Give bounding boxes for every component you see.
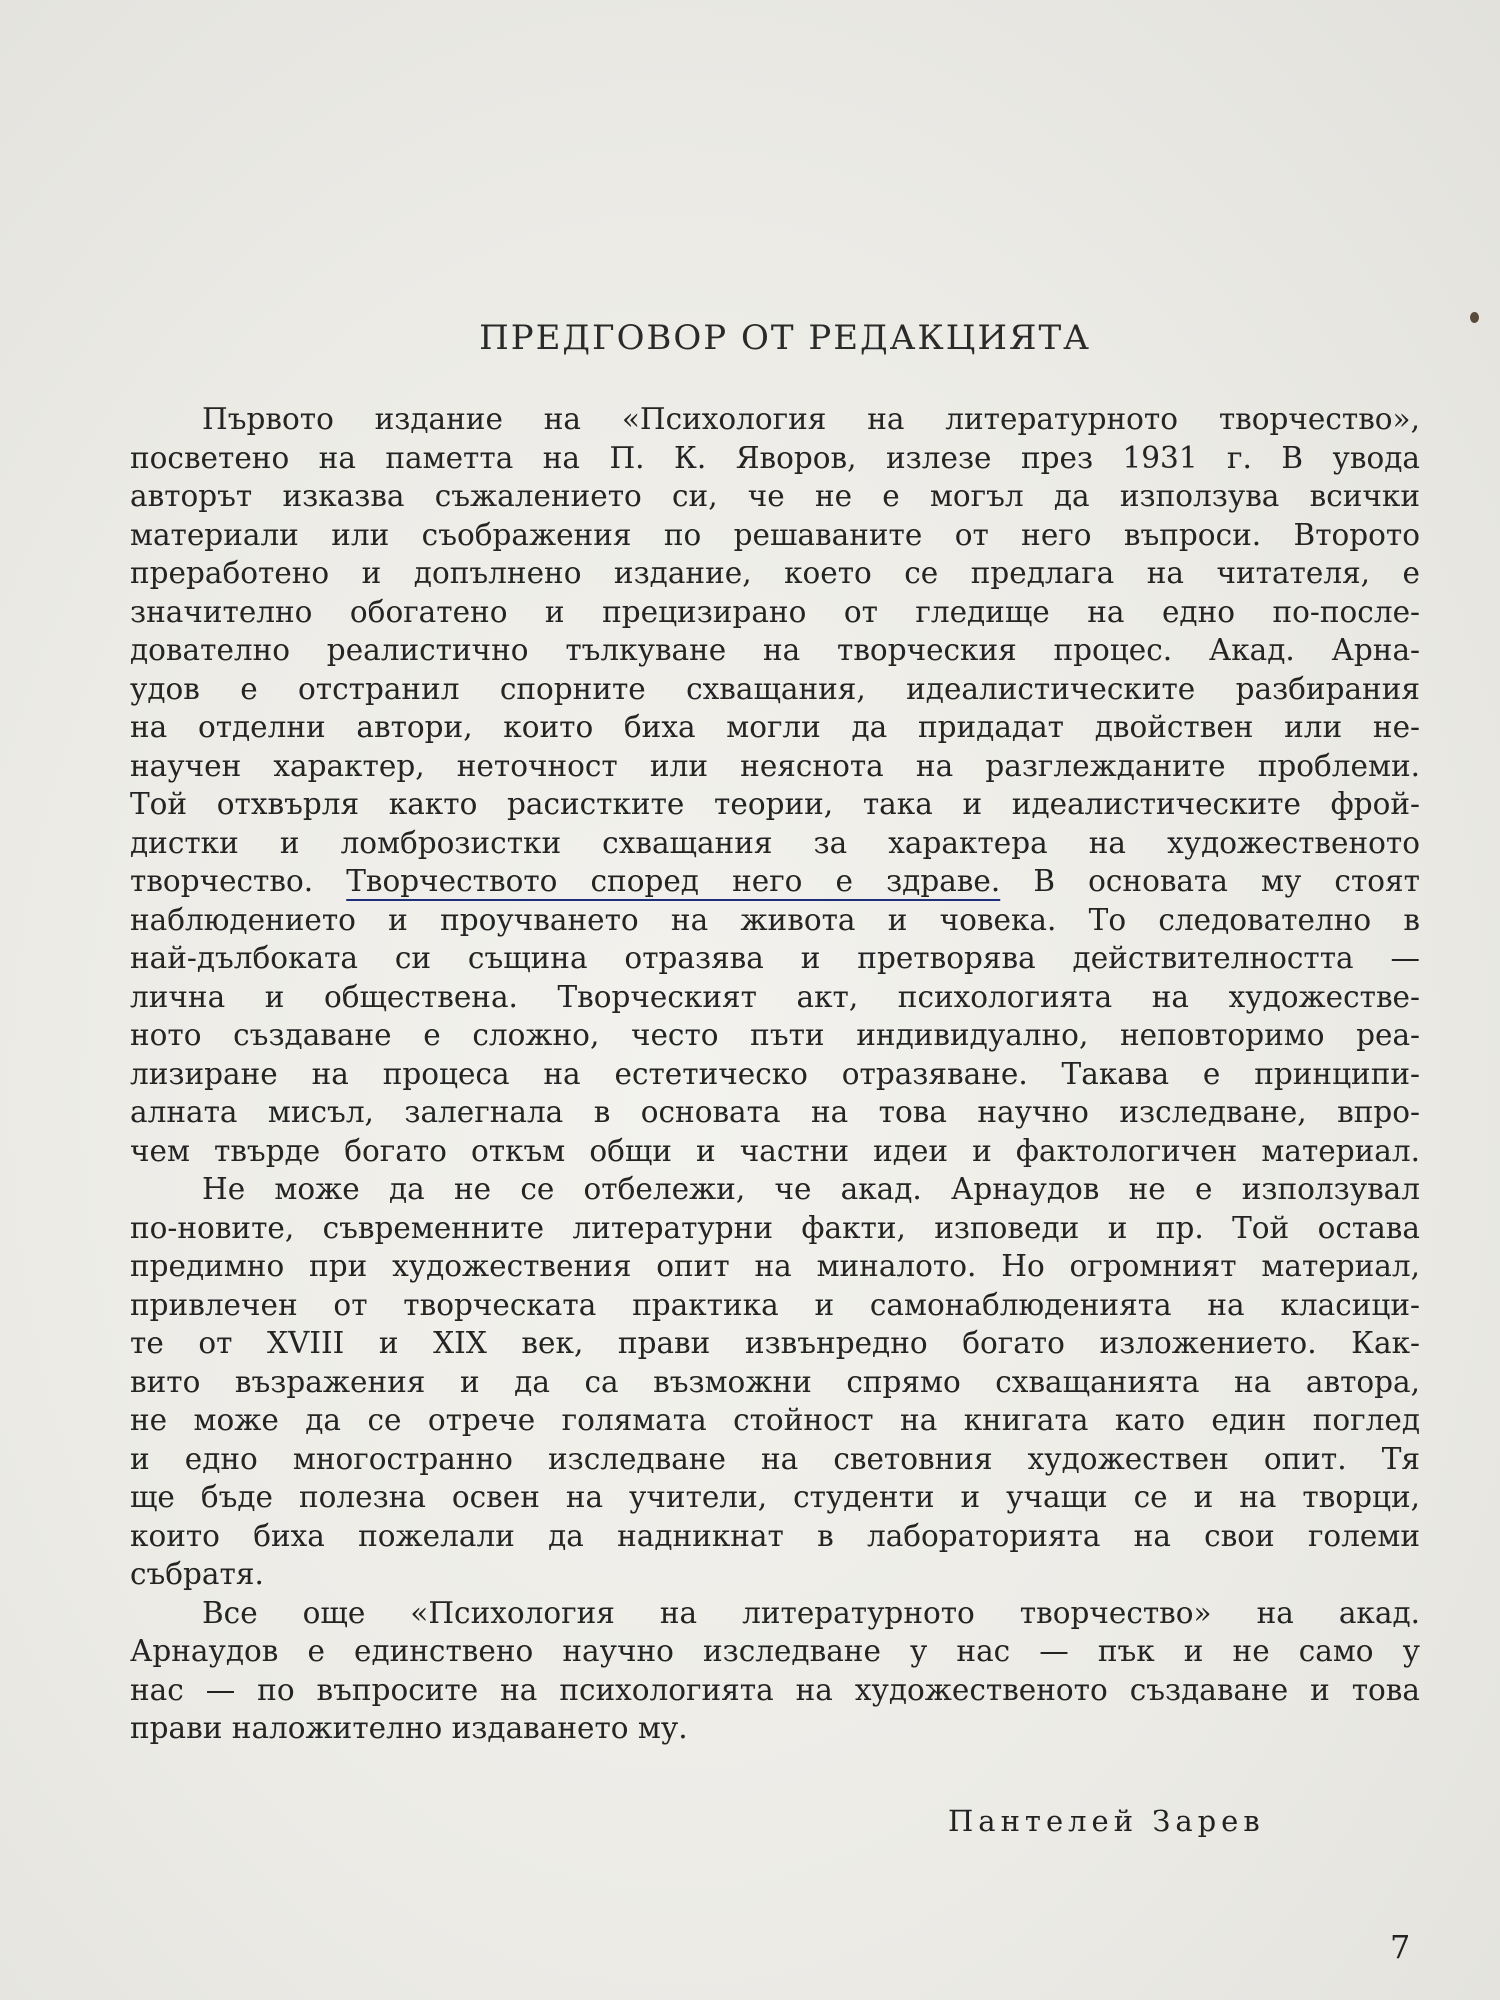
text-line: най-дълбоката си същина отразява и претворява действителността — [130, 941, 1420, 975]
page-number: 7 [1390, 1928, 1411, 1966]
text-line: алната мисъл, залегнала в основата на това научно изследване, впро- [130, 1095, 1420, 1129]
text-segment: В основата му стоят [1033, 864, 1420, 898]
page-title: ПРЕДГОВОР ОТ РЕДАКЦИЯТА [479, 318, 1091, 358]
text-line: преработено и допълнено издание, което се предлага на читателя, е [130, 556, 1420, 590]
text-line: дистки и ломброзистки схващания за характера на художественото [130, 825, 1420, 860]
text-line: чем твърде богато откъм общи и частни идеи и фактологичен материал. [130, 1133, 1420, 1168]
text-line: прави наложително издаването му. [130, 1711, 688, 1745]
text-line: и едно многостранно изследване на световния художествен опит. Тя [130, 1441, 1420, 1476]
text-line: Не може да не се отбележи, че акад. Арнаудов не е използувал [202, 1172, 1420, 1206]
text-line: на отделни автори, които биха могли да придадат двойствен или не- [130, 710, 1420, 744]
text-line: лизиране на процеса на естетическо отразяване. Такава е принципи- [130, 1056, 1420, 1091]
text-line: те от XVIII и XIX век, прави извънредно богато изложението. Как- [130, 1326, 1420, 1360]
text-line: вито възражения и да са възможни спрямо схващанията на автора, [130, 1364, 1420, 1399]
text-line: Все още «Психология на литературното творчество» на акад. [202, 1595, 1420, 1630]
text-line: значително обогатено и прецизирано от гледище на едно по-послe- [130, 594, 1420, 629]
text-line: нас — по въпросите на психологията на художественото създаване и това [130, 1672, 1420, 1707]
text-line: лична и обществена. Творческият акт, психологията на художестве- [130, 979, 1420, 1014]
text-line: наблюдението и проучването на живота и човека. То следователно в [130, 902, 1420, 937]
author-signature: Пантелей Зарев [948, 1804, 1265, 1838]
text-line: предимно при художествения опит на миналото. Но огромният материал, [130, 1249, 1420, 1283]
text-line: Първото издание на «Психология на литературното творчество», [202, 402, 1420, 436]
text-line: които биха пожелали да надникнат в лабораторията на свои големи [130, 1518, 1420, 1553]
text-line: не може да се отрече голямата стойност на книгата като един поглед [130, 1403, 1420, 1437]
text-line: привлечен от творческата практика и самонаблюденията на класици- [130, 1287, 1420, 1322]
text-line: събратя. [130, 1557, 264, 1591]
text-line: посветено на паметта на П. К. Яворов, излезе през 1931 г. В увода [130, 440, 1420, 475]
text-line: ще бъде полезна освен на учители, студенти и учащи се и на творци, [130, 1480, 1420, 1514]
text-line: Арнаудов е единствено научно изследване у нас — пък и не само у [130, 1634, 1420, 1668]
text-line: материали или съображения по решаваните от него въпроси. Второто [130, 517, 1420, 552]
text-line: дователно реалистично тълкуване на творческия процес. Акад. Арна- [130, 633, 1420, 667]
preface-text [130, 400, 1420, 1748]
text-line: научен характер, неточност или неяснота на разглежданите проблеми. [130, 748, 1420, 783]
text-line: по-новите, съвременните литературни факти, изповеди и пр. Той остава [130, 1210, 1420, 1245]
text-line: авторът изказва съжалението си, че не е могъл да използува всички [130, 479, 1420, 513]
text-segment: творчество. [130, 864, 314, 898]
text-line: ното създаване е сложно, често пъти индивидуално, неповторимо реа- [130, 1018, 1420, 1052]
text-line-underlined [130, 862, 1420, 901]
pen-underlined-sentence: Творчеството според него е здраве. [346, 864, 1001, 898]
text-line: Той отхвърля както расистките теории, така и идеалистическите фрой- [130, 787, 1420, 821]
text-line: удов е отстранил спорните схващания, идеалистическите разбирания [130, 671, 1420, 706]
